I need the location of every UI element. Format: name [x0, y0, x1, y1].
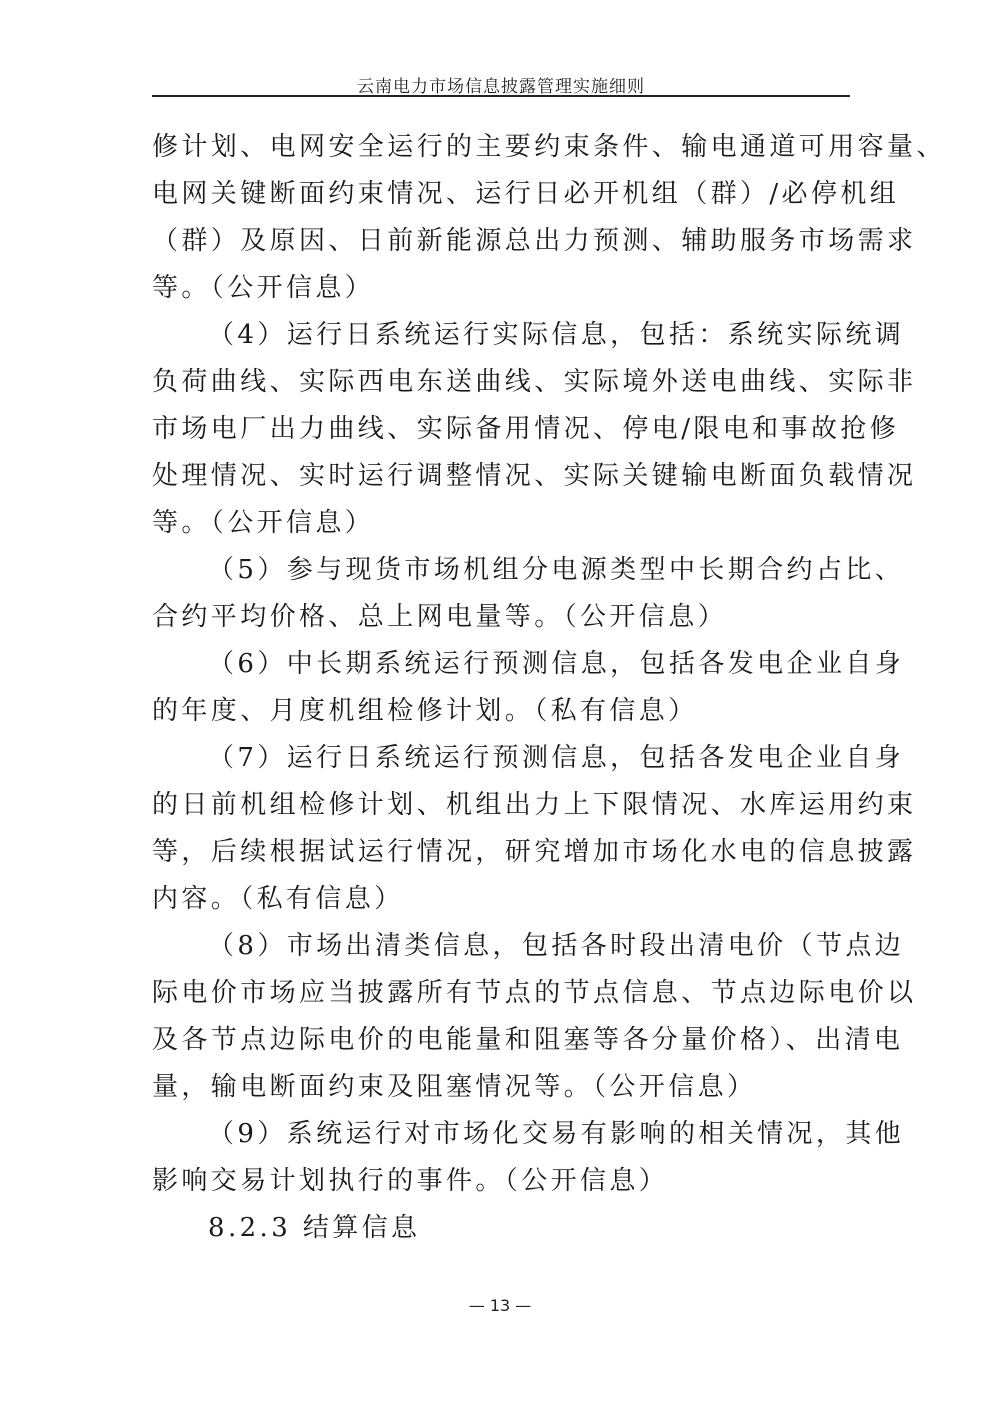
text-line: 负荷曲线、实际西电东送曲线、实际境外送电曲线、实际非 [152, 367, 917, 397]
paragraph-5-start: （5）参与现货市场机组分电源类型中长期合约占比、 [208, 555, 905, 585]
running-header: 云南电力市场信息披露管理实施细则 [357, 77, 645, 97]
paragraph-6-start: （6）中长期系统运行预测信息，包括各发电企业自身 [208, 649, 905, 679]
text-line: 电网关键断面约束情况、运行日必开机组（群）/必停机组 [152, 179, 900, 209]
text-line: 等。（公开信息） [152, 508, 375, 538]
paragraph-8-start: （8）市场出清类信息，包括各时段出清电价（节点边 [208, 931, 905, 961]
text-line: 的日前机组检修计划、机组出力上下限情况、水库运用约束 [152, 790, 917, 820]
page-number: — 13 — [468, 1296, 532, 1315]
text-line: 修计划、电网安全运行的主要约束条件、输电通道可用容量、 [152, 132, 946, 162]
text-line: 影响交易计划执行的事件。（公开信息） [152, 1166, 669, 1196]
section-heading-8-2-3: 8.2.3 结算信息 [208, 1213, 421, 1243]
text-line: 等，后续根据试运行情况，研究增加市场化水电的信息披露 [152, 837, 917, 867]
text-line: 市场电厂出力曲线、实际备用情况、停电/限电和事故抢修 [152, 414, 900, 444]
text-line: （群）及原因、日前新能源总出力预测、辅助服务市场需求 [152, 226, 917, 256]
body-text [152, 124, 946, 1252]
text-line: 际电价市场应当披露所有节点的节点信息、节点边际电价以 [152, 978, 917, 1008]
text-line: 合约平均价格、总上网电量等。（公开信息） [152, 602, 728, 632]
paragraph-7-start: （7）运行日系统运行预测信息，包括各发电企业自身 [208, 743, 905, 773]
text-line: 处理情况、实时运行调整情况、实际关键输电断面负载情况 [152, 461, 917, 491]
text-line: 的年度、月度机组检修计划。（私有信息） [152, 696, 698, 726]
text-line: 量，输电断面约束及阻塞情况等。（公开信息） [152, 1072, 757, 1102]
text-line: 内容。（私有信息） [152, 884, 404, 914]
text-line: 及各节点边际电价的电能量和阻塞等各分量价格）、出清电 [152, 1025, 904, 1055]
text-line: 等。（公开信息） [152, 273, 375, 303]
paragraph-4-start: （4）运行日系统运行实际信息，包括：系统实际统调 [208, 320, 905, 350]
paragraph-9-start: （9）系统运行对市场化交易有影响的相关情况，其他 [208, 1119, 905, 1149]
header-rule [152, 95, 850, 97]
